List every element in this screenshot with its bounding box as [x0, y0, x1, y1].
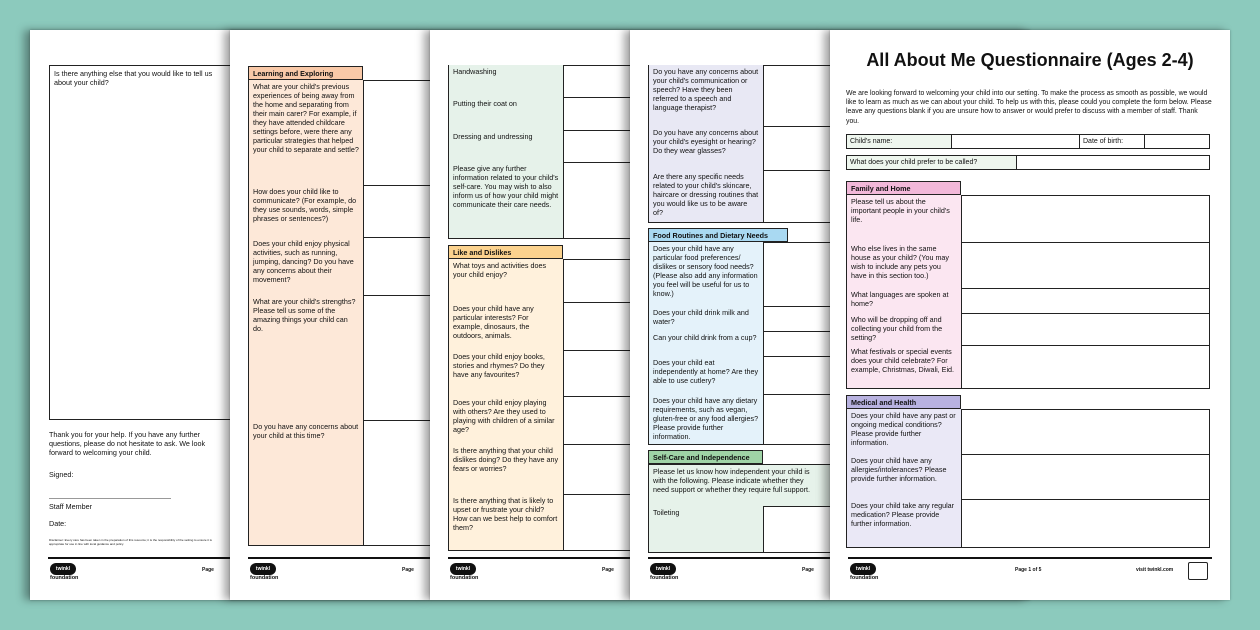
page-number: Page	[802, 567, 814, 573]
question-label: Can your child drink from a cup?	[649, 331, 764, 356]
signed-label: Signed:	[49, 470, 74, 479]
page-number: Page	[602, 567, 614, 573]
section-header: Like and Dislikes	[448, 245, 563, 259]
section-note: Please let us know how independent your child is with the following. Please indicate whether they need support or whether they require full support.	[653, 467, 811, 495]
twinkl-logo: twinkl foundation	[850, 563, 884, 583]
anything-else-label: Is there anything else that you would like to tell us about your child?	[54, 69, 213, 88]
question-label: Please give any further information related to your child's self-care. You may wish to also inform us of how your child might communicate their care needs.	[449, 162, 564, 238]
answer-field[interactable]	[962, 409, 1209, 454]
question-label: Are there any specific needs related to your child's skincare, haircare or dressing routines that you would like us to be aware of?	[649, 170, 764, 222]
page-number: Page	[402, 567, 414, 573]
answer-field[interactable]	[962, 313, 1209, 345]
question-label: Do you have any concerns about your child's eyesight or hearing? Do they wear glasses?	[649, 126, 764, 170]
question-label: Please tell us about the important people in your child's life.	[847, 195, 962, 242]
question-label: How does your child like to communicate? (For example, do they use sounds, words, simple phrases or sentences?)	[249, 185, 364, 237]
twinkl-logo: twinkl foundation	[50, 563, 84, 583]
section-header: Self-Care and Independence	[648, 450, 763, 464]
twinkl-logo: twinkl foundation	[650, 563, 684, 583]
preferred-name-row: What does your child prefer to be called?	[846, 155, 1210, 170]
question-label: Do you have any concerns about your child at this time?	[249, 420, 364, 545]
twinkl-logo: twinkl foundation	[250, 563, 284, 583]
answer-field[interactable]	[962, 345, 1209, 388]
page-number: Page 1 of 5	[1015, 567, 1042, 573]
question-label: Does your child drink milk and water?	[649, 306, 764, 331]
question-label: Does your child enjoy physical activities, such as running, jumping, dancing? Do you have any concerns about their movement?	[249, 237, 364, 295]
answer-field[interactable]	[962, 242, 1209, 288]
question-label: What are your child's strengths? Please tell us some of the amazing things your child can do.	[249, 295, 364, 420]
question-row	[846, 345, 1210, 389]
question-row	[846, 242, 1210, 289]
thanks-text: Thank you for your help. If you have any further questions, please do not hesitate to ask. We look forward to welcoming your child.	[49, 430, 206, 458]
section-header: Medical and Health	[846, 395, 961, 409]
question-label: Does your child have any dietary requirements, such as vegan, gluten-free or any food allergies? Please provide further information.	[649, 394, 764, 444]
site-link[interactable]: visit twinkl.com	[1136, 567, 1174, 573]
section-header: Learning and Exploring	[248, 66, 363, 80]
date-label: Date:	[49, 519, 67, 528]
dob-input[interactable]	[1145, 135, 1209, 148]
signature-line	[49, 498, 171, 499]
question-label: Does your child have any particular food preferences/ dislikes or sensory food needs? (Please also add any information you feel will be useful for us to know.)	[649, 242, 764, 306]
answer-field[interactable]	[962, 499, 1209, 547]
question-label: Does your child take any regular medication? Please provide further information.	[847, 499, 962, 547]
question-label: Does your child have any past or ongoing medical conditions? Please provide further information.	[847, 409, 962, 454]
question-row	[846, 195, 1210, 243]
question-row	[846, 499, 1210, 548]
section-header: Food Routines and Dietary Needs	[648, 228, 788, 242]
question-label: Does your child have any allergies/intolerances? Please provide further information.	[847, 454, 962, 499]
badge-icon	[1188, 562, 1208, 580]
question-label: What are your child's previous experiences of being away from the home and separating from their main carer? For example, if they have attended childcare settings before, were there any particular strategies that helped your child to separate and settle?	[249, 80, 364, 185]
question-label: What toys and activities does your child enjoy?	[449, 259, 564, 302]
question-label: Is there anything that your child dislikes doing? Do they have any fears or worries?	[449, 444, 564, 494]
intro-text: We are looking forward to welcoming your child into our setting. To make the process as smooth as possible, we would like to learn as much as we can about your child. To help us with this, please could you complete the form below. Please leave any questions blank if you are unsure how to answer or would prefer to discuss with a member of staff. Thank you.	[846, 90, 1212, 125]
child-name-input[interactable]	[952, 135, 1080, 148]
page-title: All About Me Questionnaire (Ages 2-4)	[866, 50, 1194, 70]
question-label: Does your child enjoy playing with others? Are they used to playing with children of a similar age?	[449, 396, 564, 444]
section-header: Family and Home	[846, 181, 961, 195]
question-label: Is there anything that is likely to upset or frustrate your child? How can we best help to comfort them?	[449, 494, 564, 550]
question-label: Does your child eat independently at home? Are they able to use cutlery?	[649, 356, 764, 394]
footer-rule	[848, 557, 1212, 559]
question-label: Dressing and undressing	[449, 130, 564, 162]
question-label: Does your child enjoy books, stories and rhymes? Do they have any favourites?	[449, 350, 564, 396]
question-label: Handwashing	[449, 65, 564, 97]
disclaimer: Disclaimer: Every care has been taken in the preparation of this resource; it is the responsibility of the setting to ensure it is appropriate for use in line with local guidance and policy.	[49, 538, 212, 546]
page-number: Page	[202, 567, 214, 573]
question-label: Toileting	[649, 506, 764, 552]
question-label: Does your child have any particular interests? For example, dinosaurs, the outdoors, animals.	[449, 302, 564, 350]
question-label: Who will be dropping off and collecting your child from the setting?	[847, 313, 962, 345]
question-row	[846, 409, 1210, 455]
question-label: What festivals or special events does your child celebrate? For example, Christmas, Diwali, Eid.	[847, 345, 962, 388]
preferred-name-input[interactable]	[1017, 156, 1209, 169]
question-row	[846, 313, 1210, 346]
question-label: Who else lives in the same house as your child? (You may wish to include any pets you have in this section too.)	[847, 242, 962, 288]
question-label: Putting their coat on	[449, 97, 564, 130]
answer-field[interactable]	[962, 454, 1209, 499]
question-row	[846, 454, 1210, 500]
child-name-row: Child's name: Date of birth:	[846, 134, 1210, 149]
staff-label: Staff Member	[49, 502, 93, 511]
question-label: Do you have any concerns about your child's communication or speech? Have they been referred to a speech and language therapist?	[649, 65, 764, 126]
question-label: What languages are spoken at home?	[847, 288, 962, 313]
question-row	[846, 288, 1210, 314]
answer-field[interactable]	[962, 288, 1209, 313]
twinkl-logo: twinkl foundation	[450, 563, 484, 583]
answer-field[interactable]	[962, 195, 1209, 242]
page-5	[830, 30, 1230, 600]
